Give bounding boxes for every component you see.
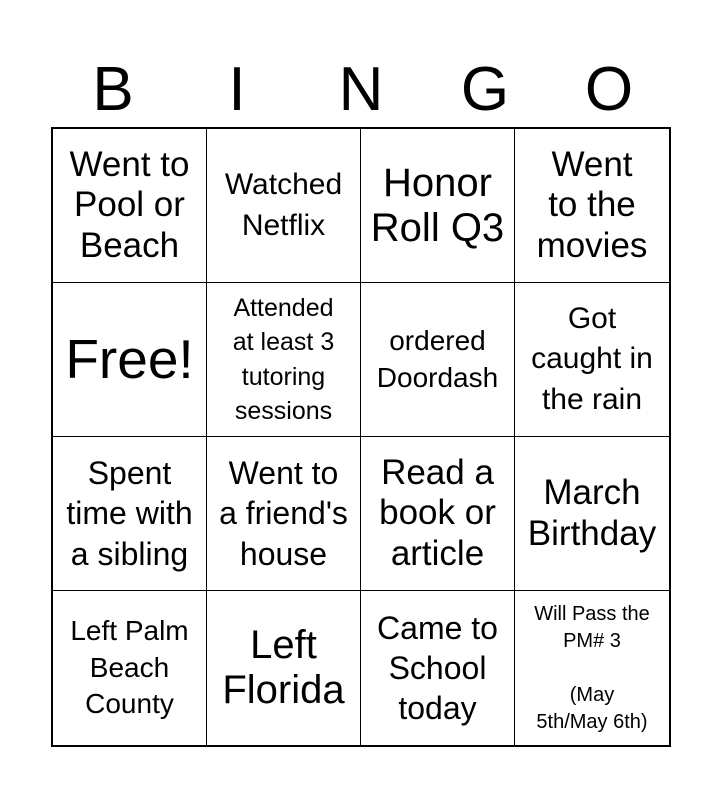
bingo-cell[interactable] (53, 437, 207, 591)
cell-label: ordered Doordash (376, 325, 499, 393)
free-space-label: Free! (65, 328, 194, 391)
header-letter-b: B (92, 55, 134, 124)
cell-label: March Birthday (527, 473, 657, 553)
cell-label: Left Florida (222, 623, 345, 712)
cell-label: Went to Pool or Beach (69, 145, 190, 265)
bingo-cell[interactable] (515, 283, 669, 437)
bingo-cell[interactable] (207, 591, 361, 745)
header-letter-i: I (228, 55, 246, 124)
header-letter-n: N (338, 55, 384, 124)
bingo-cell[interactable] (53, 129, 207, 283)
header-letter-o: O (584, 55, 634, 124)
cell-label: Read a book or article (379, 453, 496, 573)
cell-label: Left Palm Beach County (70, 615, 189, 720)
bingo-board (51, 127, 671, 747)
cell-label: Spent time with a sibling (66, 455, 193, 572)
bingo-cell[interactable] (361, 591, 515, 745)
cell-label: Honor Roll Q3 (370, 160, 505, 250)
cell-label: Went to a friend's house (219, 455, 348, 572)
free-space-cell[interactable] (53, 283, 207, 437)
bingo-cell[interactable] (361, 129, 515, 283)
cell-label: Attended at least 3 tutoring sessions (232, 293, 335, 425)
bingo-cell[interactable] (515, 437, 669, 591)
cell-label: Went to the movies (536, 145, 648, 265)
bingo-cell[interactable] (515, 591, 669, 745)
cell-label: Will Pass the PM# 3 (May 5th/May 6th) (534, 602, 650, 733)
bingo-header (51, 52, 671, 128)
cell-label: Watched Netflix (224, 168, 343, 242)
bingo-cell[interactable] (207, 283, 361, 437)
bingo-cell[interactable] (361, 437, 515, 591)
header-letter-g: G (460, 55, 510, 124)
cell-label: Came to School today (377, 609, 498, 727)
cell-label: Got caught in the rain (531, 301, 653, 416)
bingo-cell[interactable] (207, 129, 361, 283)
bingo-cell[interactable] (515, 129, 669, 283)
bingo-cell[interactable] (207, 437, 361, 591)
bingo-cell[interactable] (361, 283, 515, 437)
bingo-cell[interactable] (53, 591, 207, 745)
